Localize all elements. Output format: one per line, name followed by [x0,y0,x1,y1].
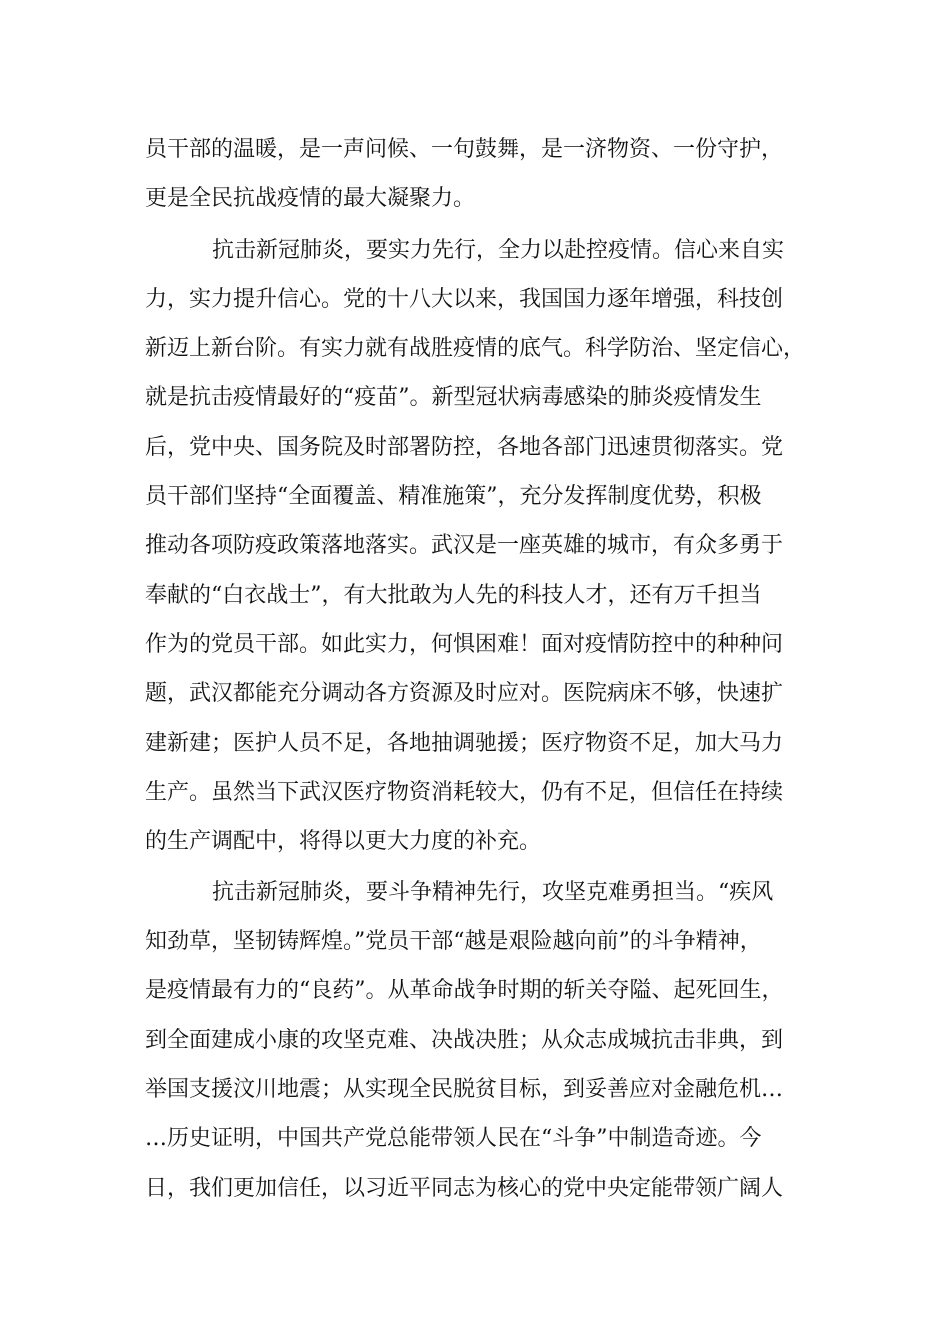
paragraph-start-line: 抗击新冠肺炎，要实力先行，全力以赴控疫情。信心来自实 [212,238,785,263]
text-line: 员干部们坚持“全面覆盖、精准施策”，充分发挥制度优势，积极 [145,484,762,509]
text-line: 推动各项防疫政策落地落实。武汉是一座英雄的城市，有众多勇于 [145,533,784,558]
text-line: 建新建；医护人员不足，各地抽调驰援；医疗物资不足，加大马力 [145,731,784,756]
text-line: 生产。虽然当下武汉医疗物资消耗较大，仍有不足，但信任在持续 [145,780,784,805]
text-line: 奉献的“白衣战士”，有大批敢为人先的科技人才，还有万千担当 [145,583,762,608]
text-line: 是疫情最有力的“良药”。从革命战争时期的斩关夺隘、起死回生， [145,978,784,1003]
text-line: 力，实力提升信心。党的十八大以来，我国国力逐年增强，科技创 [145,287,784,312]
text-line: …历史证明，中国共产党总能带领人民在“斗争”中制造奇迹。今 [145,1126,762,1151]
text-line: 新迈上新台阶。有实力就有战胜疫情的底气。科学防治、坚定信心， [145,336,806,361]
text-line: 作为的党员干部。如此实力，何惧困难！面对疫情防控中的种种问 [145,632,784,657]
text-line: 知劲草，坚韧铸辉煌。”党员干部“越是艰险越向前”的斗争精神， [145,929,762,954]
text-line: 的生产调配中，将得以更大力度的补充。 [145,829,542,854]
text-line: 员干部的温暖，是一声问候、一句鼓舞，是一济物资、一份守护， [145,137,784,162]
paragraph-start-line: 抗击新冠肺炎，要斗争精神先行，攻坚克难勇担当。“疾风 [212,880,774,905]
text-line: 题，武汉都能充分调动各方资源及时应对。医院病床不够，快速扩 [145,681,784,706]
text-line: 后，党中央、国务院及时部署防控，各地各部门迅速贯彻落实。党 [145,435,784,460]
text-line: 就是抗击疫情最好的“疫苗”。新型冠状病毒感染的肺炎疫情发生 [145,385,762,410]
text-line: 日，我们更加信任，以习近平同志为核心的党中央定能带领广阔人 [145,1176,784,1201]
text-line: 举国支援汶川地震；从实现全民脱贫目标，到妥善应对金融危机… [145,1077,784,1102]
text-line: 到全面建成小康的攻坚克难、决战决胜；从众志成城抗击非典，到 [145,1028,784,1053]
text-line: 更是全民抗战疫情的最大凝聚力。 [145,186,476,211]
